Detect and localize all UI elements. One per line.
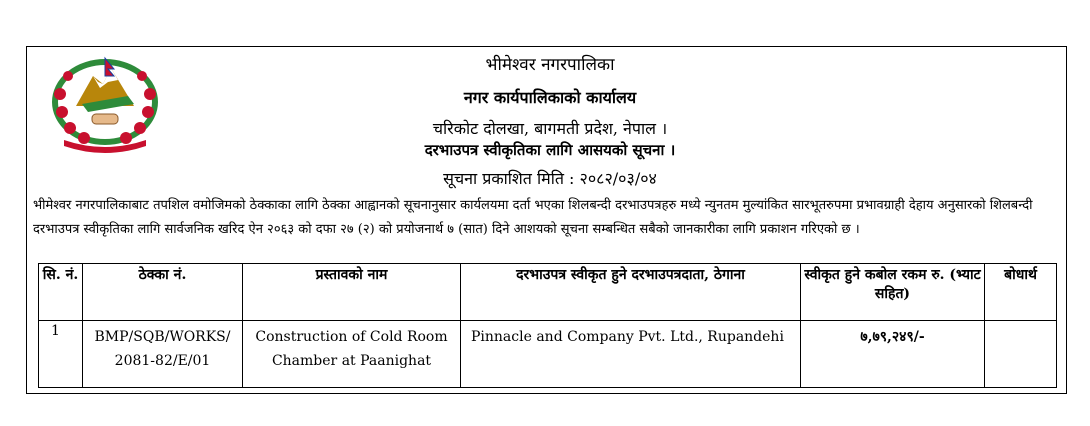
award-table bbox=[38, 263, 1057, 388]
office-address: चरिकोट दोलखा, बागमती प्रदेश, नेपाल । bbox=[432, 119, 668, 138]
municipality-name: भीमेश्वर नगरपालिका bbox=[485, 55, 615, 75]
header-sn: सि. नं. bbox=[39, 264, 83, 321]
header-bidder: दरभाउपत्र स्वीकृत हुने दरभाउपत्रदाता, ठेगाना bbox=[461, 264, 801, 321]
nepal-emblem-icon bbox=[48, 54, 163, 154]
header-contract-no: ठेक्का नं. bbox=[83, 264, 243, 321]
header-amount: स्वीकृत हुने कबोल रकम रु. (भ्याट सहित) bbox=[801, 264, 985, 321]
cell-sn: 1 bbox=[39, 321, 83, 388]
header-remarks: बोधार्थ bbox=[985, 264, 1057, 321]
notice-body-text: भीमेश्वर नगरपालिकाबाट तपशिल वमोजिमको ठेक्काका लागि ठेक्का आह्वानको सूचनानुसार कार्यलयमा दर्ता भएका शिलबन्दी दरभाउपत्रहरु मध्ये न्युनतम मुल्यांकित सारभूतरुपमा प्रभावग्राही देहाय अनुसारको शिलबन्दी दरभाउपत्र स्वीकृतिका लागि सार्वजनिक खरिद ऐन २०६३ को दफा २७ (२) को प्रयोजनार्थ ७ (सात) दिने आशयको सूचना सम्बन्धित सबैको जानकारीका लागि प्रकाशन गरिएको छ । bbox=[33, 198, 1033, 237]
office-name: नगर कार्यपालिकाको कार्यालय bbox=[463, 88, 637, 107]
cell-remarks bbox=[985, 321, 1057, 388]
header-proposal-name: प्रस्तावको नाम bbox=[243, 264, 461, 321]
cell-contract-no: BMP/SQB/WORKS/ 2081-82/E/01 bbox=[83, 321, 243, 388]
cell-bidder: Pinnacle and Company Pvt. Ltd., Rupandehi bbox=[461, 321, 801, 388]
notice-title: दरभाउपत्र स्वीकृतिका लागि आसयको सूचना । bbox=[424, 141, 676, 159]
table-header-row bbox=[39, 264, 1057, 321]
cell-amount: ७,७९,२४९/- bbox=[801, 321, 985, 388]
table-row bbox=[39, 321, 1057, 388]
cell-proposal-name: Construction of Cold Room Chamber at Paanighat bbox=[243, 321, 461, 388]
publish-date: सूचना प्रकाशित मिति : २०८२/०३/०४ bbox=[443, 169, 657, 188]
